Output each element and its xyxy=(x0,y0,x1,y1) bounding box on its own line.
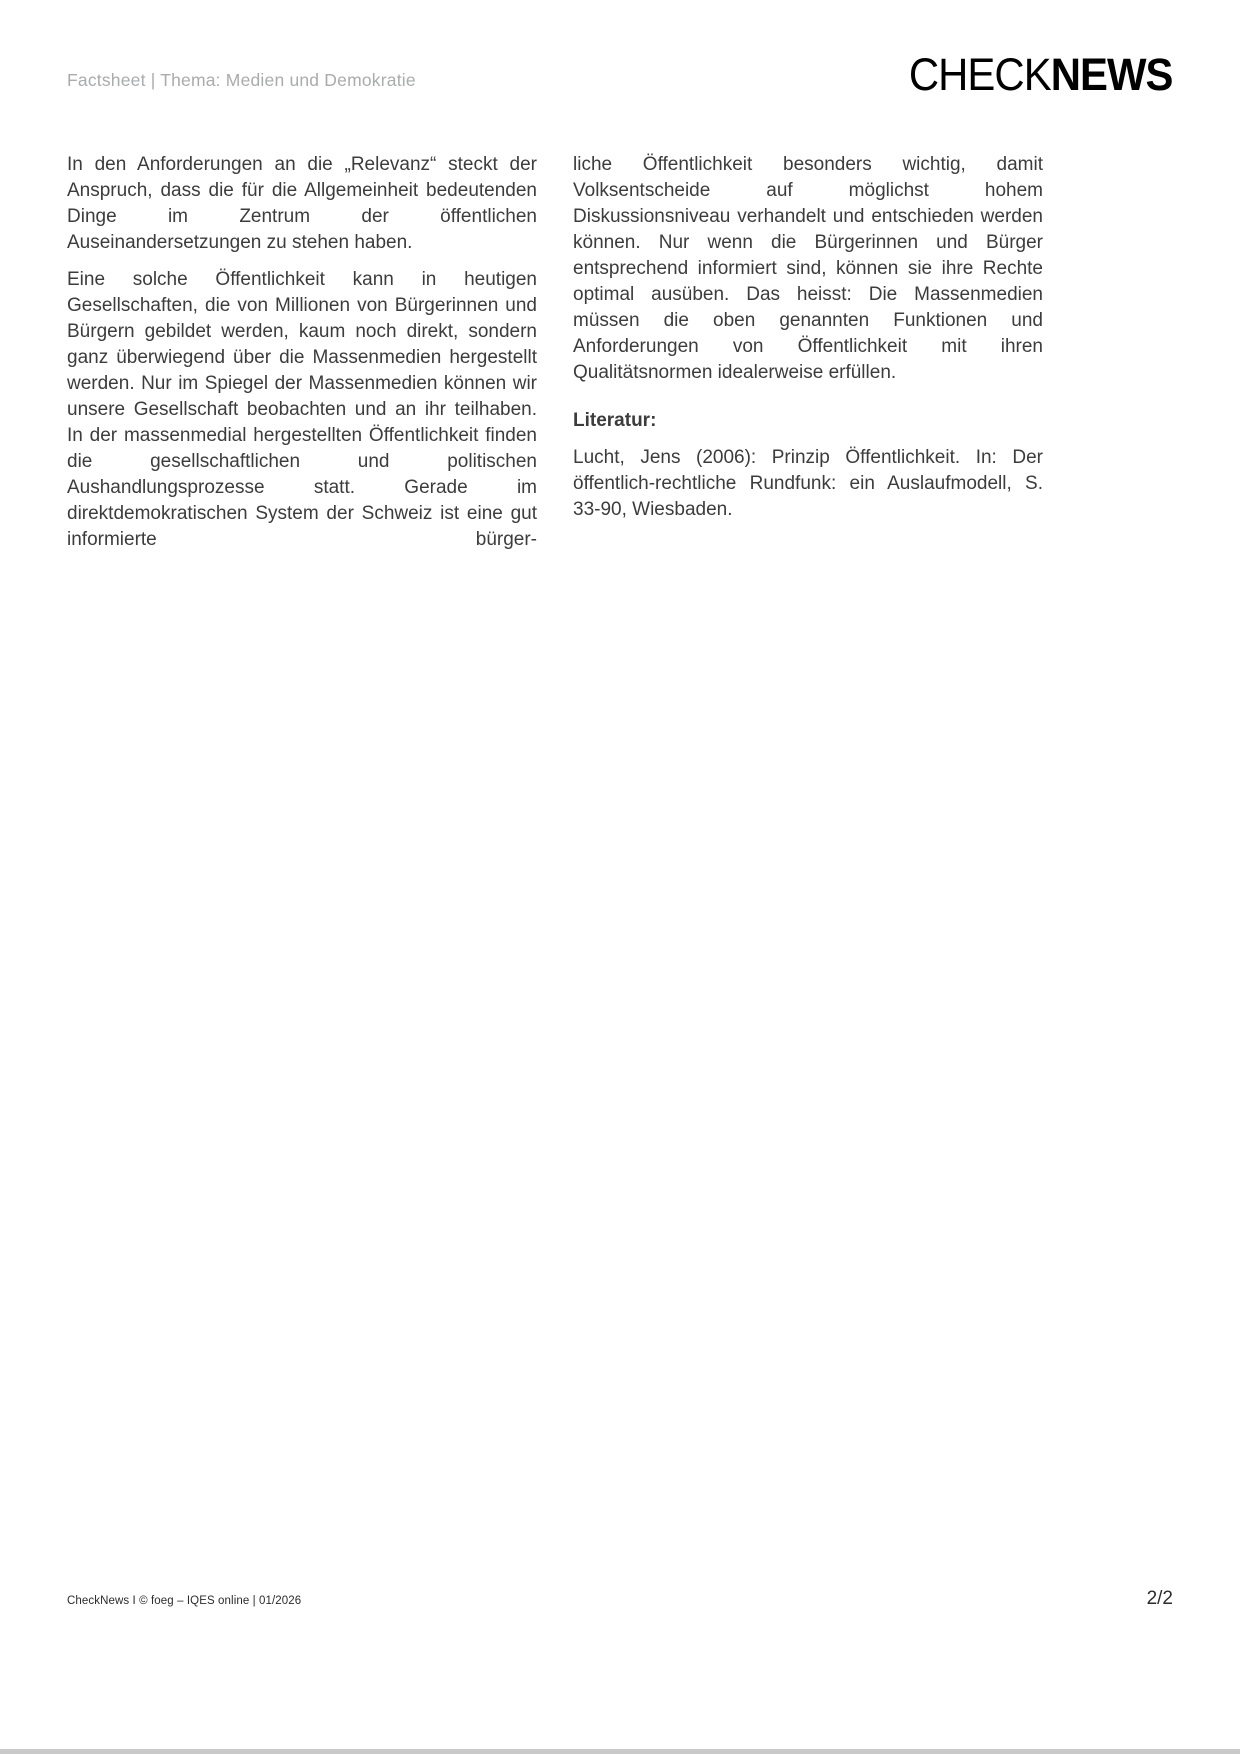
literature-heading: Literatur: xyxy=(573,410,657,431)
logo-text-bold: NEWS xyxy=(1051,49,1173,100)
header-topic-line: Factsheet | Thema: Medien und Demokratie xyxy=(67,70,416,90)
left-column xyxy=(67,152,537,564)
page-bottom-edge xyxy=(0,1749,1240,1754)
body-columns xyxy=(67,152,1043,564)
paragraph: In den Anforderungen an die „Relevanz“ steckt der Anspruch, dass die für die Allgemeinheit bedeutenden Dinge im Zentrum der öffentlichen Auseinandersetzungen zu stehen haben. xyxy=(67,154,537,253)
paragraph: Eine solche Öffentlichkeit kann in heutigen Gesellschaften, die von Millionen von Bürgerinnen und Bürgern gebildet werden, kaum noch direkt, sondern ganz überwiegend über die Massenmedien hergestellt werden. Nur im Spiegel der Massenmedien können wir unsere Gesellschaft beobachten und an ihr teilhaben. In der massenmedial hergestellten Öffentlichkeit finden die gesellschaftlichen und politischen Aushandlungsprozesse statt. Gerade im direktdemokratischen System der Schweiz ist eine gut informierte bürger- xyxy=(67,269,537,550)
literature-entry: Lucht, Jens (2006): Prinzip Öffentlichkeit. In: Der öffentlich-rechtliche Rundfunk: ein Auslaufmodell, S. 33-90, Wiesbaden. xyxy=(573,447,1043,520)
footer-meta-text: CheckNews I © foeg – IQES online | 01/2026 xyxy=(67,1595,302,1607)
paragraph: liche Öffentlichkeit besonders wichtig, damit Volksentscheide auf möglichst hohem Diskussionsniveau verhandelt und entschieden werden können. Nur wenn die Bürgerinnen und Bürger entsprechend informiert sind, können sie ihre Rechte optimal ausüben. Das heisst: Die Massenmedien müssen die oben genannten Funktionen und Anforderungen von Öffentlichkeit mit ihren Qualitätsnormen idealerweise erfüllen. xyxy=(573,154,1043,383)
checknews-logo xyxy=(909,49,1173,100)
page-footer xyxy=(67,1588,1173,1610)
page-number: 2/2 xyxy=(1146,1588,1173,1609)
page-header xyxy=(67,49,1173,100)
right-column xyxy=(573,152,1043,564)
logo-text-light: CHECK xyxy=(909,49,1052,100)
